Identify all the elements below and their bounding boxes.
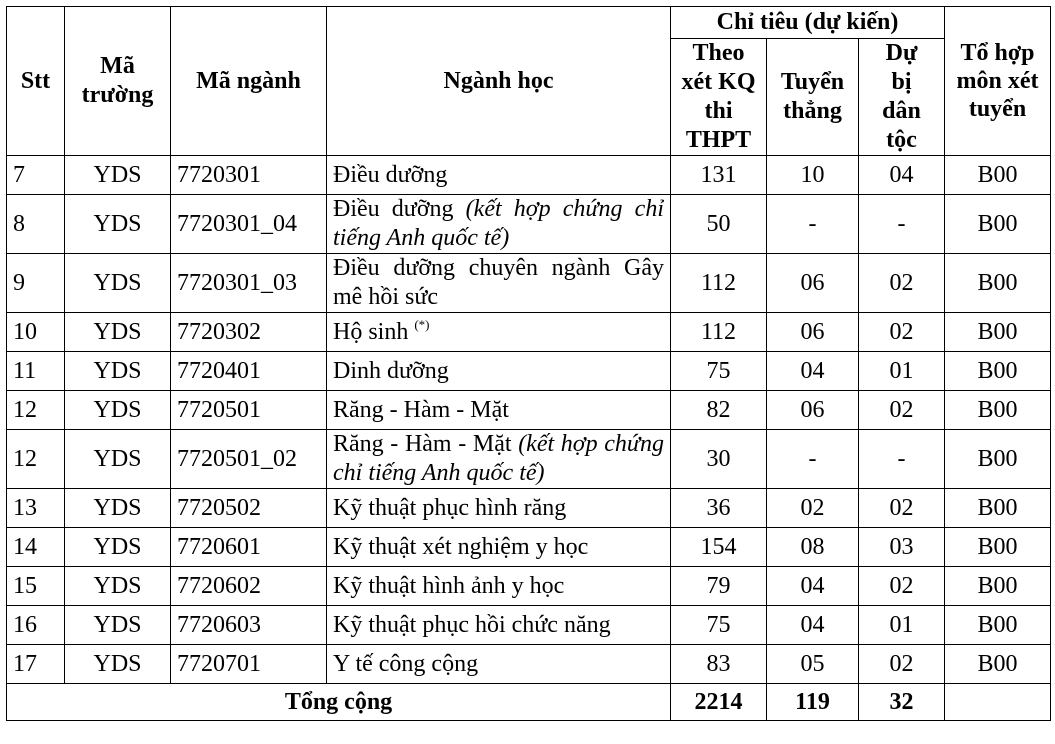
row-nganh-name: Kỹ thuật hình ảnh y học (333, 572, 565, 599)
row-stt: 16 (7, 606, 65, 645)
total-to-hop (945, 684, 1051, 721)
row-tuyen-thang: 06 (767, 254, 859, 313)
row-ma-nganh: 7720603 (171, 606, 327, 645)
table-row (7, 156, 1051, 195)
row-to-hop: B00 (945, 195, 1051, 254)
row-ma-nganh: 7720502 (171, 489, 327, 528)
row-stt: 17 (7, 645, 65, 684)
row-stt: 10 (7, 313, 65, 352)
row-tuyen-thang: 10 (767, 156, 859, 195)
header-to-hop: Tổ hợp môn xét tuyển (945, 7, 1051, 156)
row-stt: 11 (7, 352, 65, 391)
row-theo-xet: 79 (671, 567, 767, 606)
row-theo-xet: 112 (671, 313, 767, 352)
row-nganh-note: (kết hợp chứng chỉ tiếng Anh quốc tế) (333, 196, 664, 251)
header-chi-tieu: Chỉ tiêu (dự kiến) (671, 7, 945, 39)
header-ma-nganh: Mã ngành (171, 7, 327, 156)
row-du-bi: 02 (859, 391, 945, 430)
row-theo-xet: 82 (671, 391, 767, 430)
row-ma-truong: YDS (65, 645, 171, 684)
row-du-bi: 02 (859, 567, 945, 606)
row-nganh-footnote-mark: (*) (414, 316, 430, 332)
table-row (7, 391, 1051, 430)
row-ma-truong: YDS (65, 567, 171, 606)
row-to-hop: B00 (945, 254, 1051, 313)
row-theo-xet: 36 (671, 489, 767, 528)
row-du-bi: 01 (859, 352, 945, 391)
row-ma-nganh: 7720701 (171, 645, 327, 684)
row-nganh-hoc (327, 528, 671, 567)
row-ma-truong: YDS (65, 156, 171, 195)
header-tuyen-thang: Tuyển thẳng (767, 39, 859, 156)
row-nganh-hoc (327, 352, 671, 391)
table-row (7, 352, 1051, 391)
table-row (7, 313, 1051, 352)
row-ma-truong: YDS (65, 352, 171, 391)
row-ma-nganh: 7720302 (171, 313, 327, 352)
row-nganh-name: Điều dưỡng (333, 161, 448, 188)
row-tuyen-thang: 04 (767, 567, 859, 606)
row-nganh-name: Dinh dưỡng (333, 357, 449, 384)
table-row (7, 645, 1051, 684)
row-theo-xet: 154 (671, 528, 767, 567)
row-ma-truong: YDS (65, 254, 171, 313)
row-to-hop: B00 (945, 489, 1051, 528)
row-ma-nganh: 7720602 (171, 567, 327, 606)
row-ma-nganh: 7720301_03 (171, 254, 327, 313)
row-ma-truong: YDS (65, 528, 171, 567)
row-to-hop: B00 (945, 352, 1051, 391)
header-ma-truong: Mã trường (65, 7, 171, 156)
row-ma-nganh: 7720301_04 (171, 195, 327, 254)
row-tuyen-thang: 05 (767, 645, 859, 684)
row-du-bi: 02 (859, 489, 945, 528)
total-row (7, 684, 1051, 721)
row-du-bi: - (859, 430, 945, 489)
row-nganh-hoc (327, 430, 671, 489)
row-nganh-name: Điều dưỡng chuyên ngành Gây mê hồi sức (333, 255, 664, 310)
row-nganh-name: Kỹ thuật xét nghiệm y học (333, 533, 589, 560)
row-nganh-name: Điều dưỡng (333, 196, 466, 222)
total-theo-xet: 2214 (671, 684, 767, 721)
row-to-hop: B00 (945, 528, 1051, 567)
row-nganh-name: Hộ sinh (333, 318, 415, 345)
row-du-bi: 02 (859, 313, 945, 352)
row-tuyen-thang: 04 (767, 352, 859, 391)
total-du-bi: 32 (859, 684, 945, 721)
row-nganh-hoc (327, 156, 671, 195)
row-tuyen-thang: 06 (767, 391, 859, 430)
row-to-hop: B00 (945, 430, 1051, 489)
row-to-hop: B00 (945, 313, 1051, 352)
row-du-bi: - (859, 195, 945, 254)
row-stt: 9 (7, 254, 65, 313)
row-tuyen-thang: - (767, 430, 859, 489)
admission-quota-table (6, 6, 1051, 721)
row-nganh-note: (kết hợp chứng chỉ tiếng Anh quốc tế) (333, 431, 664, 486)
row-du-bi: 03 (859, 528, 945, 567)
row-nganh-name: Kỹ thuật phục hồi chức năng (333, 611, 611, 638)
row-ma-nganh: 7720401 (171, 352, 327, 391)
row-theo-xet: 30 (671, 430, 767, 489)
row-nganh-hoc (327, 567, 671, 606)
row-to-hop: B00 (945, 567, 1051, 606)
row-nganh-name: Kỹ thuật phục hình răng (333, 494, 567, 521)
row-nganh-hoc (327, 606, 671, 645)
row-ma-nganh: 7720301 (171, 156, 327, 195)
row-stt: 12 (7, 391, 65, 430)
header-du-bi: Dự bị dân tộc (859, 39, 945, 156)
row-tuyen-thang: 06 (767, 313, 859, 352)
row-nganh-hoc (327, 645, 671, 684)
row-theo-xet: 131 (671, 156, 767, 195)
row-du-bi: 04 (859, 156, 945, 195)
row-nganh-name: Y tế công cộng (333, 650, 479, 677)
row-ma-nganh: 7720601 (171, 528, 327, 567)
row-to-hop: B00 (945, 645, 1051, 684)
row-nganh-hoc (327, 313, 671, 352)
row-stt: 8 (7, 195, 65, 254)
table-body (7, 156, 1051, 684)
total-tuyen-thang: 119 (767, 684, 859, 721)
row-theo-xet: 112 (671, 254, 767, 313)
table-row (7, 567, 1051, 606)
header-theo-xet: Theo xét KQ thi THPT (671, 39, 767, 156)
row-du-bi: 01 (859, 606, 945, 645)
table-row (7, 430, 1051, 489)
row-stt: 13 (7, 489, 65, 528)
table-row (7, 489, 1051, 528)
row-ma-nganh: 7720501 (171, 391, 327, 430)
row-to-hop: B00 (945, 391, 1051, 430)
row-stt: 14 (7, 528, 65, 567)
row-ma-truong: YDS (65, 430, 171, 489)
table-row (7, 528, 1051, 567)
row-tuyen-thang: 08 (767, 528, 859, 567)
row-theo-xet: 83 (671, 645, 767, 684)
row-du-bi: 02 (859, 645, 945, 684)
row-du-bi: 02 (859, 254, 945, 313)
row-ma-nganh: 7720501_02 (171, 430, 327, 489)
header-nganh-hoc: Ngành học (327, 7, 671, 156)
row-nganh-hoc (327, 195, 671, 254)
row-nganh-name: Răng - Hàm - Mặt (333, 396, 509, 423)
row-to-hop: B00 (945, 156, 1051, 195)
row-tuyen-thang: - (767, 195, 859, 254)
row-tuyen-thang: 02 (767, 489, 859, 528)
row-nganh-hoc (327, 489, 671, 528)
row-nganh-hoc (327, 254, 671, 313)
row-nganh-hoc (327, 391, 671, 430)
total-label: Tổng cộng (7, 684, 671, 721)
row-stt: 7 (7, 156, 65, 195)
header-stt: Stt (7, 7, 65, 156)
row-stt: 12 (7, 430, 65, 489)
row-ma-truong: YDS (65, 489, 171, 528)
table-row (7, 254, 1051, 313)
row-theo-xet: 75 (671, 352, 767, 391)
row-tuyen-thang: 04 (767, 606, 859, 645)
row-ma-truong: YDS (65, 606, 171, 645)
row-to-hop: B00 (945, 606, 1051, 645)
row-nganh-name: Răng - Hàm - Mặt (333, 431, 519, 457)
table-row (7, 195, 1051, 254)
row-ma-truong: YDS (65, 313, 171, 352)
row-theo-xet: 50 (671, 195, 767, 254)
row-theo-xet: 75 (671, 606, 767, 645)
table-row (7, 606, 1051, 645)
row-ma-truong: YDS (65, 391, 171, 430)
row-stt: 15 (7, 567, 65, 606)
row-ma-truong: YDS (65, 195, 171, 254)
